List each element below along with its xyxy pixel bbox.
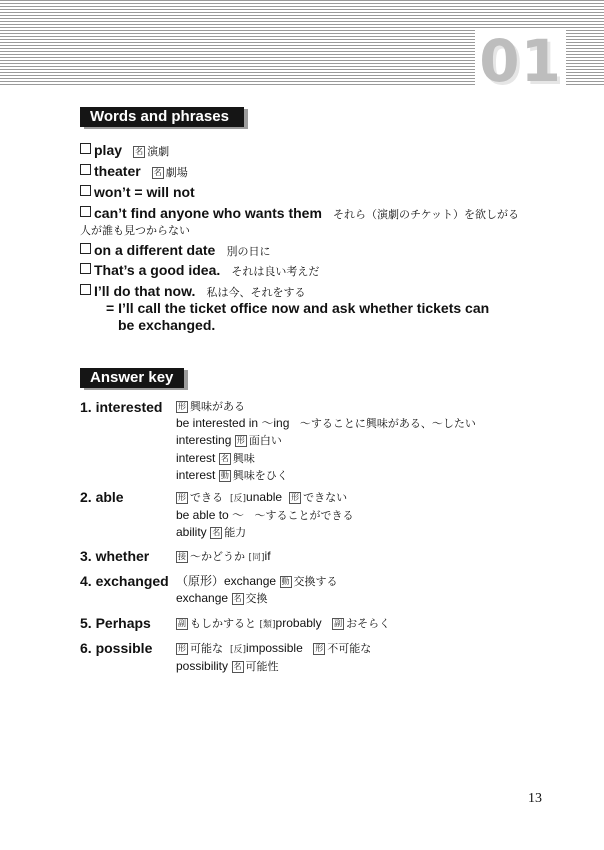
answer-list [80, 399, 580, 675]
pos-tag: 名 [135, 147, 144, 156]
chapter-number: 01 [475, 28, 566, 94]
answer-line: ability 名 能力 [176, 525, 247, 540]
vocab-gloss: 別の日に [226, 245, 271, 258]
answer-line: 形 可能な [反]impossible 形 不可能な [178, 641, 372, 655]
vocab-gloss: 私は今、それをする [206, 286, 306, 299]
answer-item [80, 573, 580, 615]
answer-line: be able to ～ ～することができる [176, 508, 354, 523]
vocab-list [80, 140, 580, 334]
pos-tag: 形 [178, 402, 186, 411]
pos-tag: 副 [178, 619, 186, 628]
page-number: 13 [528, 791, 542, 806]
answer-word: 2. able [80, 489, 124, 505]
vocab-paraphrase-continued: be exchanged. [118, 317, 216, 333]
answer-line: possibility 名 可能性 [176, 659, 279, 674]
answer-word: 1. interested [80, 399, 163, 415]
answer-line: 副 もしかすると [類]probably 副 おそらく [178, 616, 391, 630]
pos-tag: 形 [236, 436, 245, 446]
pos-tag: 動 [281, 577, 290, 586]
answer-item [80, 548, 580, 573]
answer-item [80, 615, 580, 640]
pos-tag: 形 [178, 644, 186, 653]
answer-line: 接 ～かどうか [同]if [178, 549, 271, 563]
vocab-gloss: 演劇 [147, 145, 170, 158]
pos-tag: 名 [233, 662, 242, 672]
answer-line: be interested in ～ing ～することに興味がある、～したい [176, 416, 476, 431]
vocab-paraphrase: = I’ll call the ticket office now and ask whether tickets can [106, 300, 490, 316]
checkbox-icon [80, 243, 91, 254]
answer-section-title: Answer key [80, 368, 184, 388]
vocab-term: That’s a good idea. [94, 262, 221, 278]
checkbox-icon [80, 143, 91, 154]
answer-line: 形 できる [反]unable 形 できない [178, 490, 348, 504]
pos-tag: 動 [220, 470, 229, 480]
vocab-term: can’t find anyone who wants them [94, 205, 322, 221]
pos-tag: 接 [178, 552, 186, 561]
checkbox-icon [80, 164, 91, 175]
pos-tag: 名 [233, 594, 242, 604]
answer-word: 4. exchanged [80, 573, 169, 589]
vocab-item [80, 203, 580, 240]
answer-line: interesting 形 面白い [176, 433, 282, 448]
answer-line: 形 興味がある [178, 400, 245, 413]
checkbox-icon [80, 284, 91, 295]
answer-word: 5. Perhaps [80, 615, 151, 631]
vocab-term: on a different date [94, 242, 216, 258]
pos-tag: 名 [220, 453, 229, 463]
answer-line: interest 名 興味 [176, 450, 255, 465]
vocab-gloss: それは良い考えだ [231, 265, 320, 278]
vocab-term: I’ll do that now. [94, 283, 196, 299]
answer-line: interest 動 興味をひく [176, 467, 288, 482]
answer-item [80, 399, 580, 489]
answer-word: 6. possible [80, 640, 153, 656]
vocab-item [80, 182, 580, 203]
pos-tag: 名 [153, 168, 162, 177]
answer-line: （原形）exchange 動 交換する [176, 574, 338, 588]
pos-tag: 名 [212, 528, 221, 538]
vocab-item [80, 161, 580, 182]
checkbox-icon [80, 185, 91, 196]
vocab-item [80, 140, 580, 161]
answer-item [80, 640, 580, 675]
vocab-gloss-continued: 人が誰も見つからない [80, 224, 190, 237]
vocab-term: play [94, 142, 123, 158]
vocab-gloss: 劇場 [165, 166, 188, 179]
checkbox-icon [80, 206, 91, 217]
vocab-term: won’t = will not [94, 184, 195, 200]
pos-tag: 形 [315, 644, 324, 653]
vocab-item [80, 240, 580, 260]
words-section-title: Words and phrases [80, 107, 244, 127]
answer-word: 3. whether [80, 548, 150, 564]
checkbox-icon [80, 263, 91, 274]
answer-item [80, 489, 580, 548]
vocab-term: theater [94, 163, 141, 179]
pos-tag: 形 [178, 493, 186, 502]
vocab-item [80, 260, 580, 281]
vocab-gloss: それら（演劇のチケット）を欲しがる [333, 208, 520, 221]
pos-tag: 副 [334, 619, 343, 628]
answer-line: exchange 名 交換 [176, 591, 268, 606]
vocab-item [80, 281, 580, 334]
pos-tag: 形 [291, 493, 300, 502]
